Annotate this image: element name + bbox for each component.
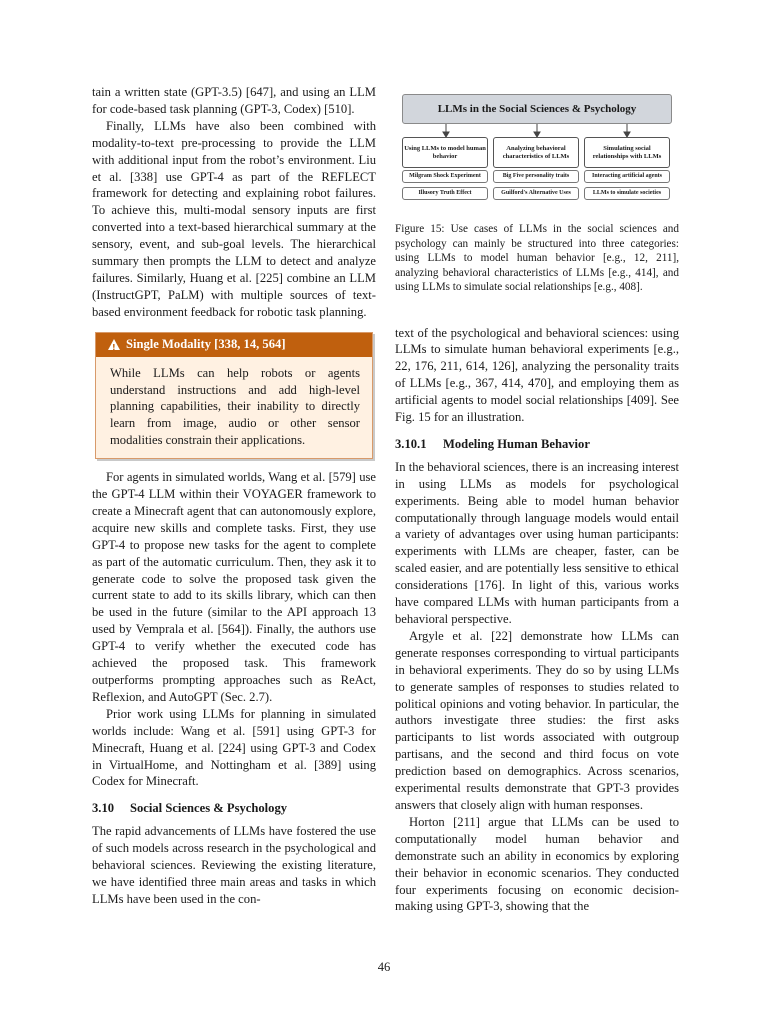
figure-title-box: LLMs in the Social Sciences & Psychology — [402, 94, 672, 124]
section-heading — [92, 800, 376, 817]
left-column — [92, 84, 376, 908]
example-interacting-agents: Interacting artificial agents — [584, 170, 670, 183]
example-illusory-truth: Illusory Truth Effect — [402, 187, 488, 200]
right-paragraph-3: Argyle et al. [22] demonstrate how LLMs can generate responses corresponding to virtual participants in behavioral experiments. They do so by using LLMs to generate samples of responses to studies related to political opinions and voting behavior. In particular, the authors investigate three studies: the first asks participants to list words associated with outgroup partisans, and the second and third focus on vote prediction based on demographics. Across scenarios, experimental results demonstrate that GPT-3 provides answers that closely align with human responses. — [395, 628, 679, 812]
category-analyze-llm-characteristics: Analyzing behavioral characteristics of LLMs — [493, 137, 579, 168]
section-title: Social Sciences & Psychology — [130, 801, 288, 816]
example-simulate-societies: LLMs to simulate societies — [584, 187, 670, 200]
warning-icon — [108, 339, 120, 350]
example-big-five: Big Five personality traits — [493, 170, 579, 183]
left-paragraph-3: For agents in simulated worlds, Wang et al. [579] use the GPT-4 LLM within their VOYAGER framework to create a Minecraft agent that can autonomously explore, acquire new skills and complete tasks. First, they use GPT-4 to propose new tasks for the agent to complete as part of the automatic curriculum. Then, they ask it to generate code to solve the proposed task given the current state to add to its skills library, which can then be used in the future (similar to the API approach 13 used by Vemprala et al. [564]). Finally, the authors use GPT-4 to verify whether the executed code has achieved the proposed task. This framework outperforms prompting approaches such as ReAct, Reflexion, and AutoGPT (Sec. 2.7). — [92, 470, 376, 704]
right-paragraph-1: text of the psychological and behavioral sciences: using LLMs to simulate human behavioral experiments [e.g., 22, 176, 211, 614, 126], analyzing the personality traits of LLMs [e.g., 367, 414, 470], and employing them as artificial agents to model social relationships [409]. See Fig. 15 for an illustration. — [395, 325, 679, 425]
left-paragraph-5: The rapid advancements of LLMs have fostered the use of such models across research in the psychological and behavioral sciences. Reviewing the existing literature, we have identified three main areas and tasks in which LLMs have been used in the con- — [92, 824, 376, 906]
figure-15-diagram — [395, 94, 679, 214]
subsection-number: 3.10.1 — [395, 436, 427, 451]
left-paragraph-1: tain a written state (GPT-3.5) [647], and using an LLM for code-based task planning (GPT-3, Codex) [510]. — [92, 85, 376, 116]
right-paragraph-2: In the behavioral sciences, there is an increasing interest in using LLMs as models for psychological experiments. Being able to model human behavior computationally through language models would entail a variety of advantages over using human participants: experiments with LLMs are cheaper, faster, can be scaled easier, and are potentially less sensitive to ethical considerations [176]. In light of this, various works have compared LLMs with human participants from a behavioral perspective. — [395, 459, 679, 626]
right-paragraph-4: Horton [211] argue that LLMs can be used to computationally model human behavior and demonstrate such an ability in economics by exploring their behavior in economic scenarios. They conducted four experiments focusing on economic decision-making using GPT-3, showing that the — [395, 814, 679, 914]
subsection-title: Modeling Human Behavior — [443, 436, 590, 451]
page-number: 46 — [377, 960, 391, 974]
left-paragraph-4: Prior work using LLMs for planning in simulated worlds include: Wang et al. [591] using GPT-3 for Minecraft, Huang et al. [224] using GPT-3 and Codex in VirtualHome, and Nottingham et al. [389] using Codex for Minecraft. — [92, 706, 376, 789]
example-milgram: Milgram Shock Experiment — [402, 170, 488, 183]
single-modality-box-header — [96, 333, 372, 357]
section-number: 3.10 — [92, 801, 115, 816]
single-modality-box-text: While LLMs can help robots or agents understand instructions and add high-level planning capabilities, their inability to directly learn from image, audio or other sensor modalities constrain their applications. — [110, 365, 360, 448]
right-column — [395, 94, 679, 915]
category-model-human-behavior: Using LLMs to model human behavior — [402, 137, 488, 168]
subsection-heading — [395, 436, 679, 453]
single-modality-box — [95, 332, 373, 459]
category-simulate-social-relationships: Simulating social relationships with LLMs — [584, 137, 670, 168]
figure-caption: Figure 15: Use cases of LLMs in the social sciences and psychology can mainly be structured into three categories: using LLMs to model human behavior [e.g., 12, 211], analyzing behavioral characteristics of LLMs [e.g., 414], and using LLMs to simulate social relationships [e.g., 408]. — [395, 223, 679, 293]
left-paragraph-2: Finally, LLMs have also been combined with modality-to-text pre-processing to provide the LLM with additional input from the robot’s environment. Liu et al. [338] use GPT-4 as part of the REFLECT framework for detecting and explaining robot failures. To achieve this, multi-modal sensory inputs are first converted into a text-based hierarchical summary at the sensory, event, and sub-goal levels. The hierarchical summary then prompts the LLM to detect and analyze failures. Similarly, Huang et al. [225] combine an LLM (InstructGPT, PaLM) with multiple sources of text-based environment feedback for robotic task planning. — [92, 118, 376, 319]
single-modality-box-title: Single Modality [338, 14, 564] — [126, 336, 286, 351]
example-guilford: Guilford's Alternative Uses — [493, 187, 579, 200]
